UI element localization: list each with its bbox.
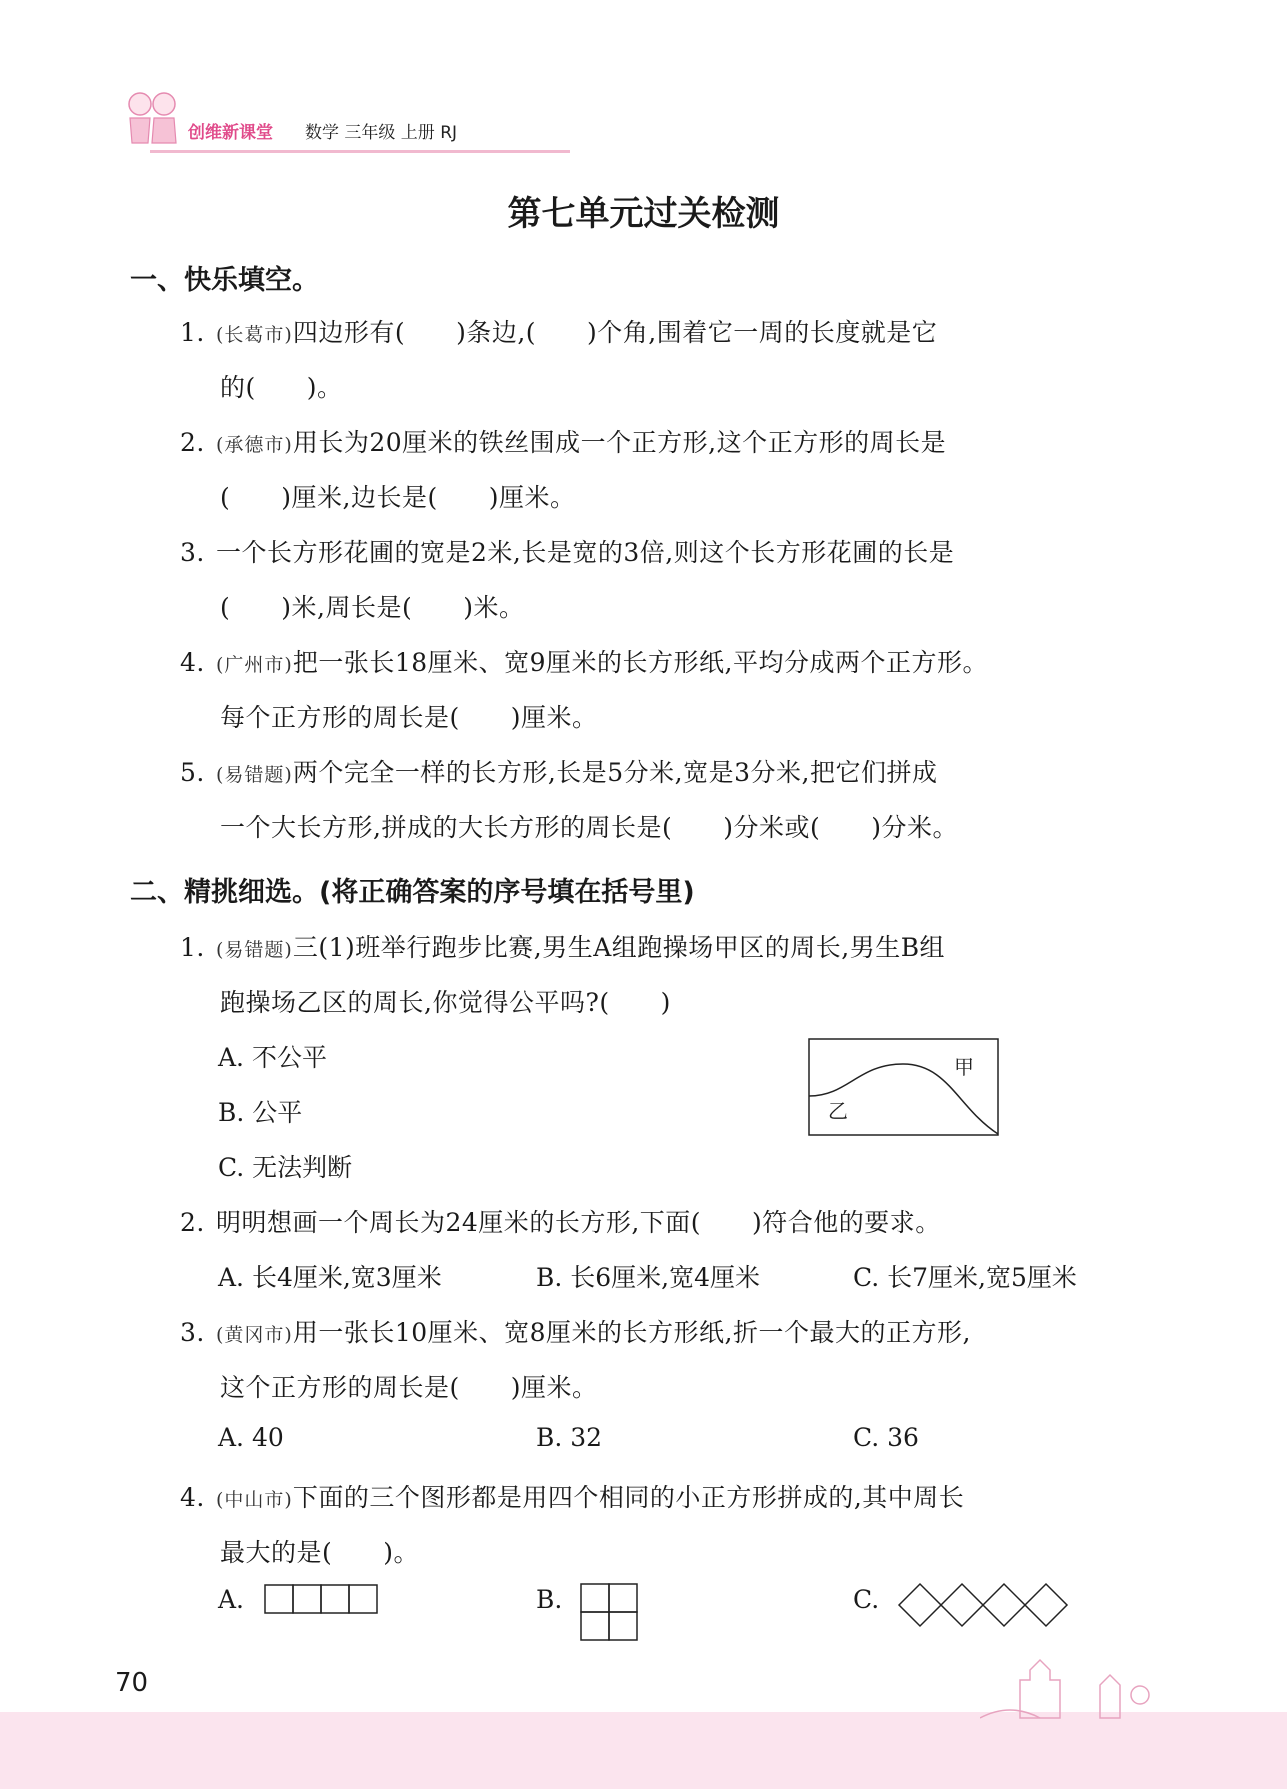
- section2-heading: 二、精挑细选。(将正确答案的序号填在括号里): [130, 877, 695, 908]
- question-text: 三(1)班举行跑步比赛,男生A组跑操场甲区的周长,男生B组: [292, 933, 946, 962]
- s2-q3-option-b: B. 32: [536, 1423, 603, 1452]
- s2-q2-option-a: A. 长4厘米,宽3厘米: [218, 1263, 442, 1292]
- question-number: 1.: [180, 933, 205, 962]
- source-tag: (中山市): [216, 1489, 293, 1511]
- page-title: 第七单元过关检测: [507, 194, 780, 234]
- s1-q2-line1: [180, 423, 946, 459]
- question-number: 4.: [180, 1483, 205, 1512]
- s1-q1-line1: [180, 313, 937, 349]
- s2-q4-option-a: A.: [218, 1585, 245, 1614]
- s2-q3-option-c: C. 36: [853, 1423, 919, 1452]
- s2-q3-option-a: A. 40: [218, 1423, 284, 1452]
- question-number: 4.: [180, 648, 205, 677]
- source-tag: (易错题): [216, 939, 293, 961]
- s2-q2-line1: [180, 1203, 941, 1239]
- brand-label: 创维新课堂: [188, 123, 273, 143]
- s2-q3-line1: [180, 1313, 971, 1349]
- s1-q5-line2: 一个大长方形,拼成的大长方形的周长是( )分米或( )分米。: [220, 813, 958, 842]
- s2-q2-option-b: B. 长6厘米,宽4厘米: [536, 1263, 761, 1292]
- s2-q2-option-c: C. 长7厘米,宽5厘米: [853, 1263, 1077, 1292]
- s2-q1-line2: 跑操场乙区的周长,你觉得公平吗?( ): [220, 988, 671, 1017]
- question-text: 一个长方形花圃的宽是2米,长是宽的3倍,则这个长方形花圃的长是: [216, 538, 955, 567]
- s1-q2-line2: ( )厘米,边长是( )厘米。: [220, 483, 576, 512]
- question-text: 四边形有( )条边,( )个角,围着它一周的长度就是它: [292, 318, 938, 347]
- s1-q4-line1: [180, 643, 988, 679]
- s2-q1-line1: [180, 928, 945, 964]
- source-tag: (黄冈市): [216, 1324, 293, 1346]
- playground-figure: [808, 1038, 1000, 1138]
- question-number: 2.: [180, 1208, 205, 1237]
- header-rule: [150, 150, 570, 153]
- question-text: 把一张长18厘米、宽9厘米的长方形纸,平均分成两个正方形。: [292, 648, 988, 677]
- s2-q3-line2: 这个正方形的周长是( )厘米。: [220, 1373, 598, 1402]
- s1-q5-line1: [180, 753, 937, 789]
- source-tag: (长葛市): [216, 324, 293, 346]
- shape-diamond-chain: [897, 1582, 1077, 1628]
- question-text: 下面的三个图形都是用四个相同的小正方形拼成的,其中周长: [292, 1483, 965, 1512]
- castle-decoration: [980, 1650, 1170, 1720]
- s1-q3-line1: [180, 533, 954, 569]
- s2-q4-option-c: C.: [853, 1585, 880, 1614]
- question-number: 3.: [180, 538, 205, 567]
- section1-heading: 一、快乐填空。: [130, 265, 319, 296]
- subject-label: 数学 三年级 上册 RJ: [305, 123, 458, 143]
- question-text: 用长为20厘米的铁丝围成一个正方形,这个正方形的周长是: [292, 428, 947, 457]
- s2-q1-option-a: A. 不公平: [218, 1043, 327, 1072]
- s1-q4-line2: 每个正方形的周长是( )厘米。: [220, 703, 598, 732]
- page-number: 70: [115, 1668, 149, 1698]
- shape-four-in-row: [264, 1583, 382, 1615]
- s2-q1-option-c: C. 无法判断: [218, 1153, 353, 1182]
- question-number: 5.: [180, 758, 205, 787]
- question-number: 2.: [180, 428, 205, 457]
- footer-band: [0, 1712, 1287, 1789]
- s1-q1-line2: 的( )。: [220, 373, 343, 402]
- source-tag: (易错题): [216, 764, 293, 786]
- s2-q4-line2: 最大的是( )。: [220, 1538, 420, 1567]
- s1-q3-line2: ( )米,周长是( )米。: [220, 593, 525, 622]
- source-tag: (承德市): [216, 434, 293, 456]
- question-text: 两个完全一样的长方形,长是5分米,宽是3分米,把它们拼成: [292, 758, 938, 787]
- label-jia: 甲: [954, 1055, 974, 1079]
- question-number: 1.: [180, 318, 205, 347]
- source-tag: (广州市): [216, 654, 293, 676]
- question-text: 用一张长10厘米、宽8厘米的长方形纸,折一个最大的正方形,: [292, 1318, 971, 1347]
- question-number: 3.: [180, 1318, 205, 1347]
- s2-q4-option-b: B.: [536, 1585, 563, 1614]
- label-yi: 乙: [828, 1099, 848, 1123]
- question-text: 明明想画一个周长为24厘米的长方形,下面( )符合他的要求。: [216, 1208, 941, 1237]
- shape-two-by-two: [580, 1583, 640, 1643]
- s2-q4-line1: [180, 1478, 964, 1514]
- mascot-illustration: [118, 88, 188, 154]
- s2-q1-option-b: B. 公平: [218, 1098, 303, 1127]
